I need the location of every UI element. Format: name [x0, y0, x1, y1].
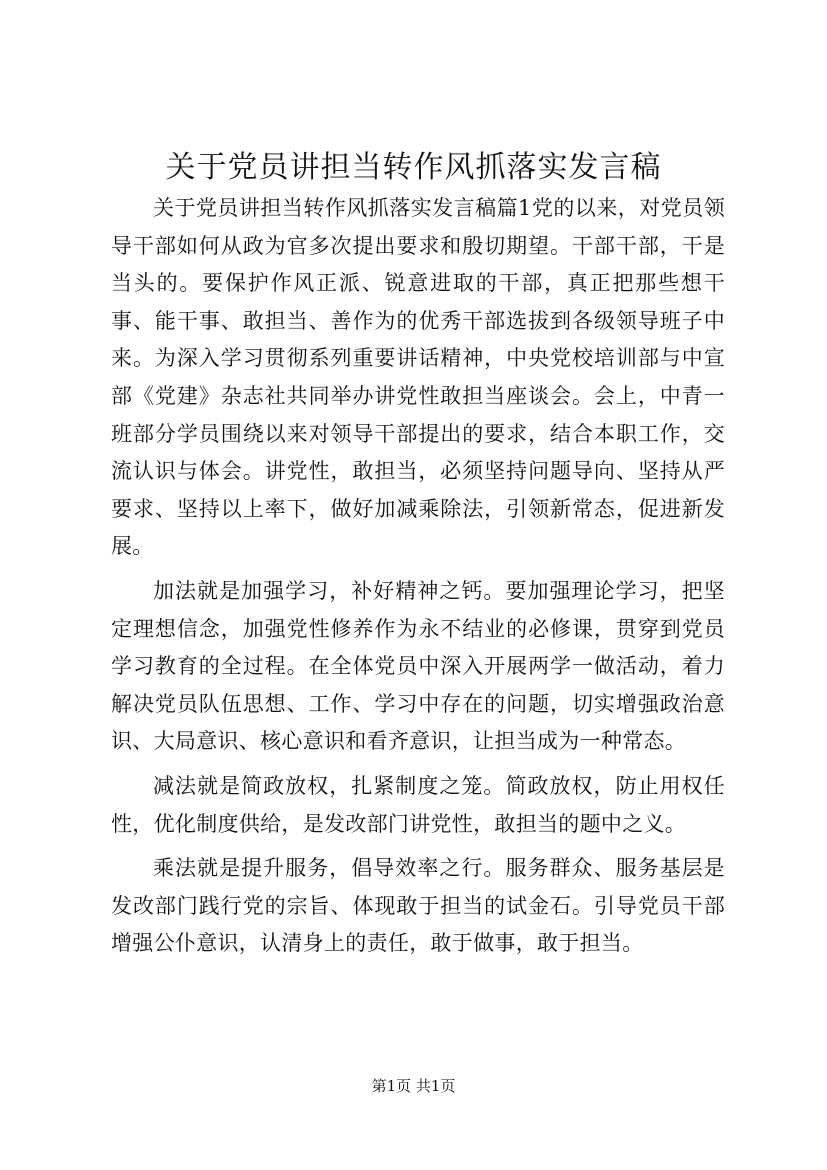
- paragraph-1: 关于党员讲担当转作风抓落实发言稿篇1党的以来，对党员领导干部如何从政为官多次提出要求和殷切期望。干部干部，干是当头的。要保护作风正派、锐意进取的干部，真正把那些想干事、能干事、敢担当、善作为的优秀干部选拔到各级领导班子中来。为深入学习贯彻系列重要讲话精神，中央党校培训部与中宣部《党建》杂志社共同举办讲党性敢担当座谈会。会上，中青一班部分学员围绕以来对领导干部提出的要求，结合本职工作，交流认识与体会。讲党性，敢担当，必须坚持问题导向、坚持从严要求、坚持以上率下，做好加减乘除法，引领新常态，促进新发展。: [111, 196, 725, 559]
- page-footer: 第1页 共1页: [371, 1077, 456, 1095]
- paragraph-4: 乘法就是提升服务，倡导效率之行。服务群众、服务基层是发改部门践行党的宗旨、体现敢于担当的试金石。引导党员干部增强公仆意识，认清身上的责任，敢于做事，敢于担当。: [111, 856, 725, 956]
- paragraph-2: 加法就是加强学习，补好精神之钙。要加强理论学习，把坚定理想信念，加强党性修养作为永不结业的必修课，贯穿到党员学习教育的全过程。在全体党员中深入开展两学一做活动，着力解决党员队伍思想、工作、学习中存在的问题，切实增强政治意识、大局意识、核心意识和看齐意识，让担当成为一种常态。: [111, 578, 725, 754]
- document-body: [111, 190, 725, 963]
- paragraph-3: 减法就是简政放权，扎紧制度之笼。简政放权，防止用权任性，优化制度供给，是发改部门讲党性，敢担当的题中之义。: [111, 773, 725, 836]
- document-title: 关于党员讲担当转作风抓落实发言稿: [165, 150, 662, 185]
